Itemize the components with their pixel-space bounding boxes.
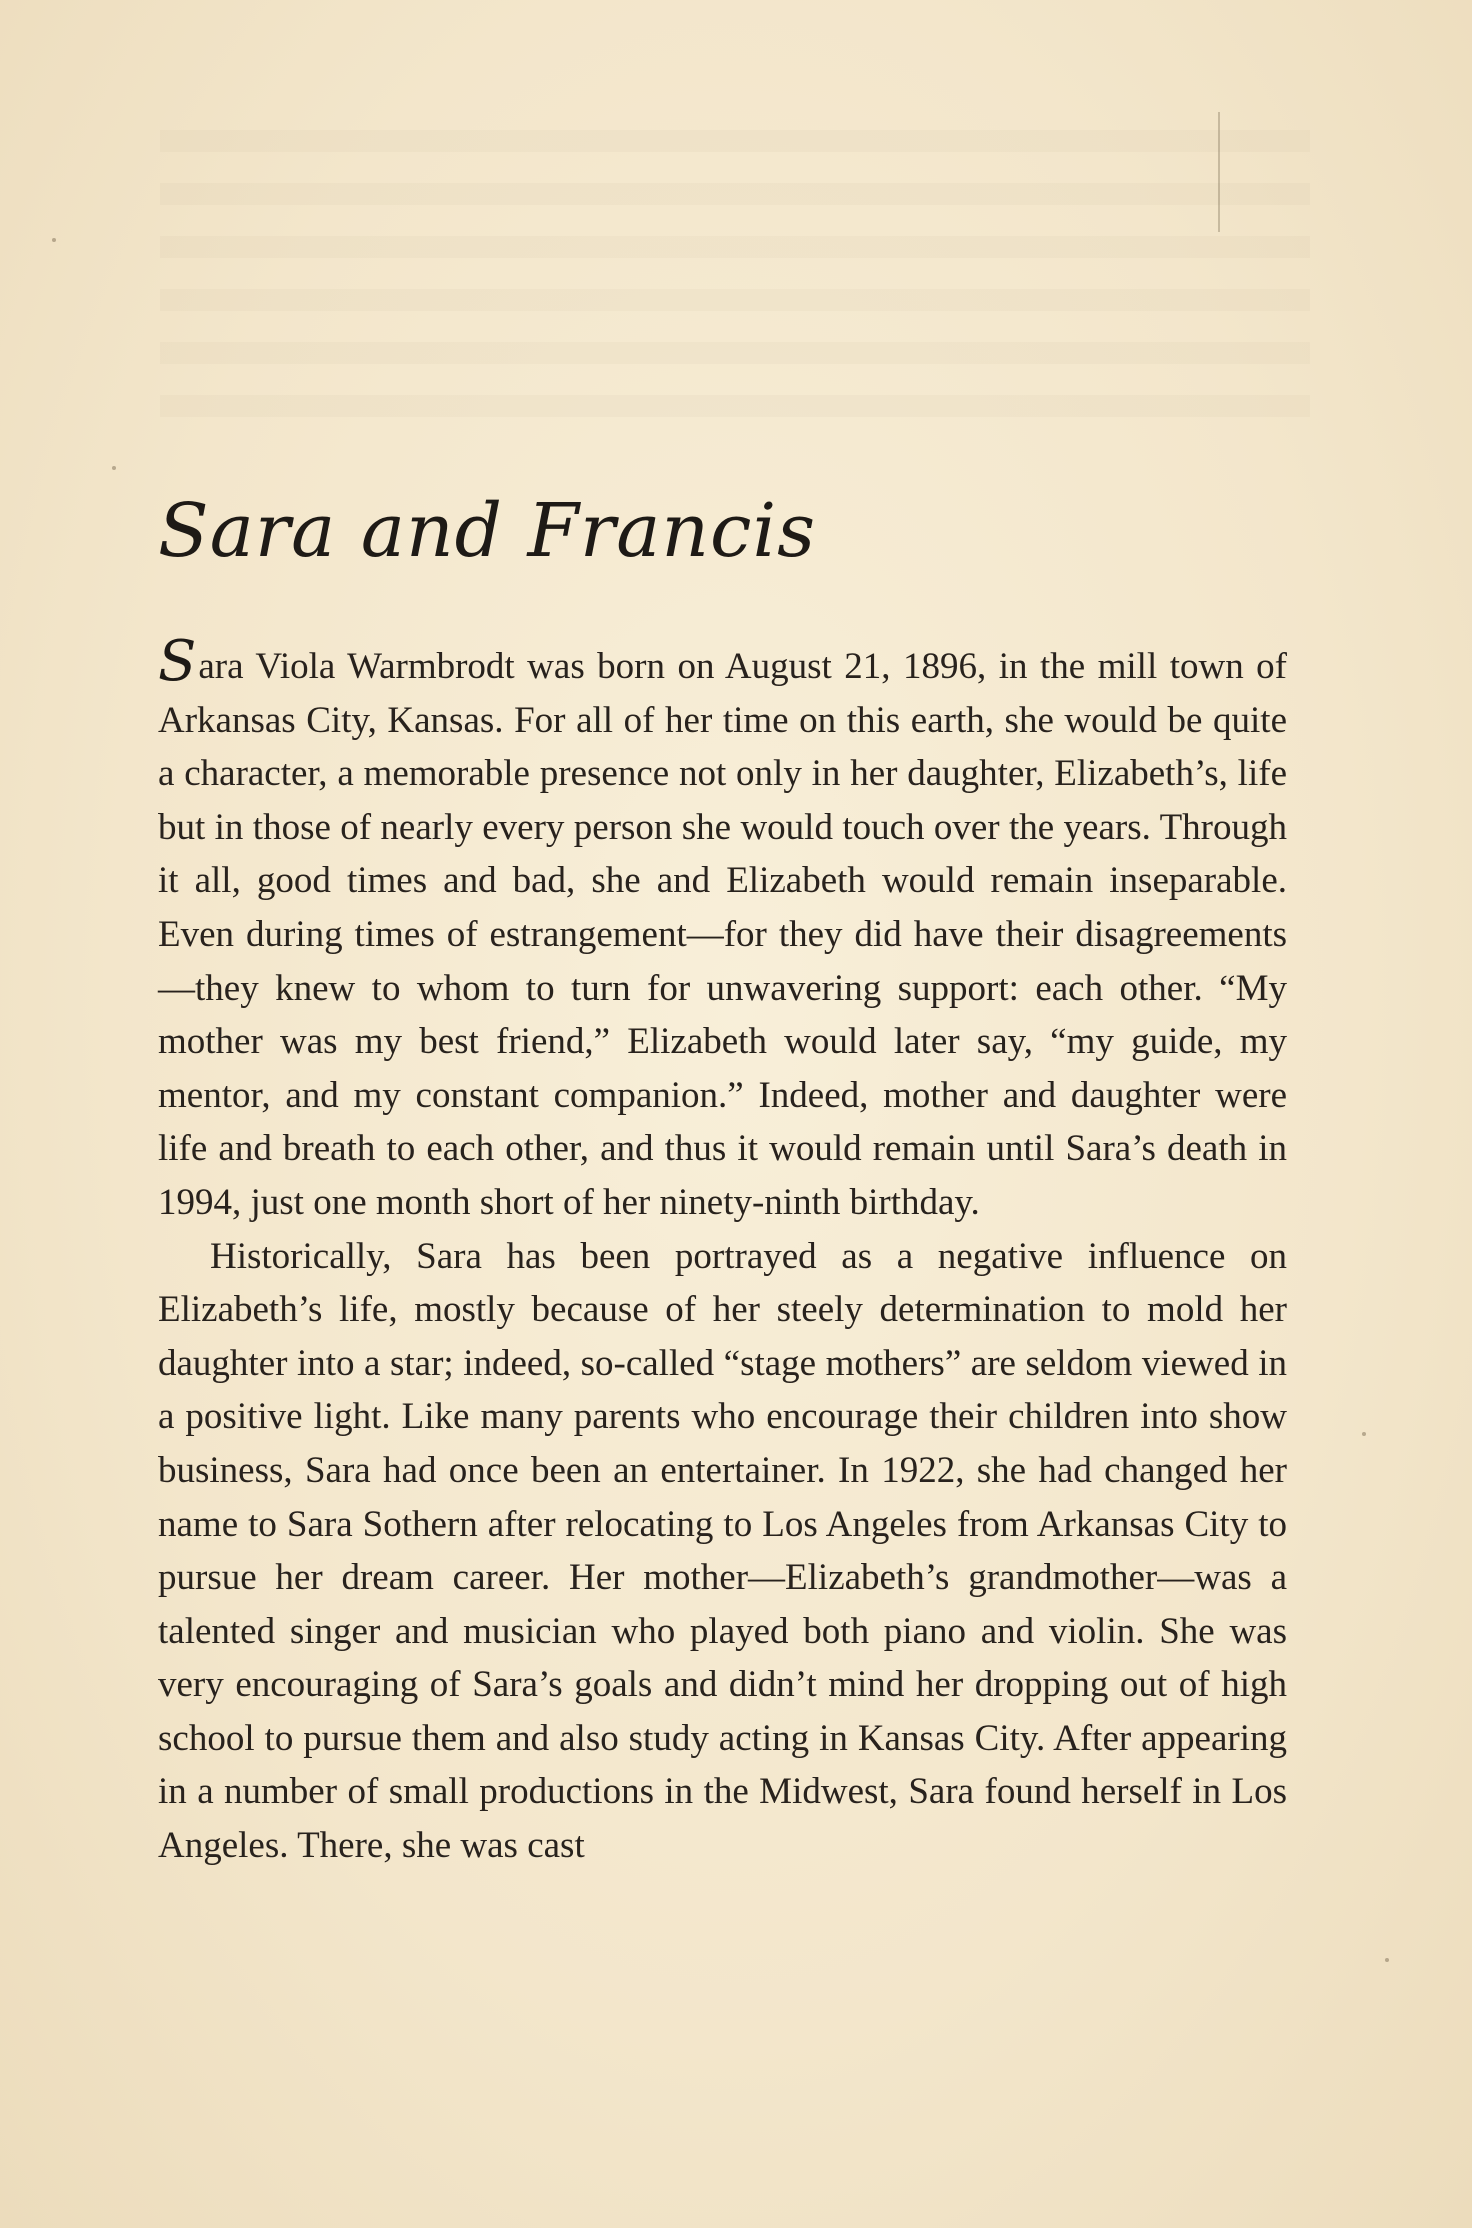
margin-mark xyxy=(1218,112,1220,232)
paragraph xyxy=(158,1230,1287,1873)
chapter-title: Sara and Francis xyxy=(158,488,817,574)
paper-speck xyxy=(1362,1432,1366,1436)
body-text xyxy=(158,629,1287,1873)
paragraph xyxy=(158,629,1287,1230)
show-through-text xyxy=(160,130,1310,430)
paper-speck xyxy=(112,466,116,470)
drop-cap: S xyxy=(158,629,197,694)
paragraph-text: Historically, Sara has been portrayed as a negative influence on Elizabeth’s life, mostly because of her steely determination to mold her daughter into a star; indeed, so-called “stage mothers” are seldom viewed in a positive light. Like many parents who encourage their children into show business, Sara had once been an entertainer. In 1922, she had changed her name to Sara Sothern after relocating to Los Angeles from Arkansas City to pursue her dream career. Her mother—Elizabeth’s grandmother—was a talented singer and musician who played both piano and violin. She was very encouraging of Sara’s goals and didn’t mind her dropping out of high school to pursue them and also study acting in Kansas City. After appearing in a number of small productions in the Midwest, Sara found herself in Los Angeles. There, she was cast xyxy=(158,1235,1287,1867)
paper-speck xyxy=(1385,1958,1389,1962)
paragraph-text: ara Viola Warmbrodt was born on August 21, 1896, in the mill town of Arkansas City, Kansas. For all of her time on this earth, she would be quite a character, a memorable presence not only in her daughter, Elizabeth’s, life but in those of nearly every person she would touch over the years. Through it all, good times and bad, she and Elizabeth would remain inseparable. Even during times of estrangement—for they did have their disagreements—they knew to whom to turn for unwavering support: each other. “My mother was my best friend,” Elizabeth would later say, “my guide, my mentor, and my constant companion.” Indeed, mother and daughter were life and breath to each other, and thus it would remain until Sara’s death in 1994, just one month short of her ninety-ninth birthday. xyxy=(158,646,1287,1223)
paper-speck xyxy=(52,238,56,242)
